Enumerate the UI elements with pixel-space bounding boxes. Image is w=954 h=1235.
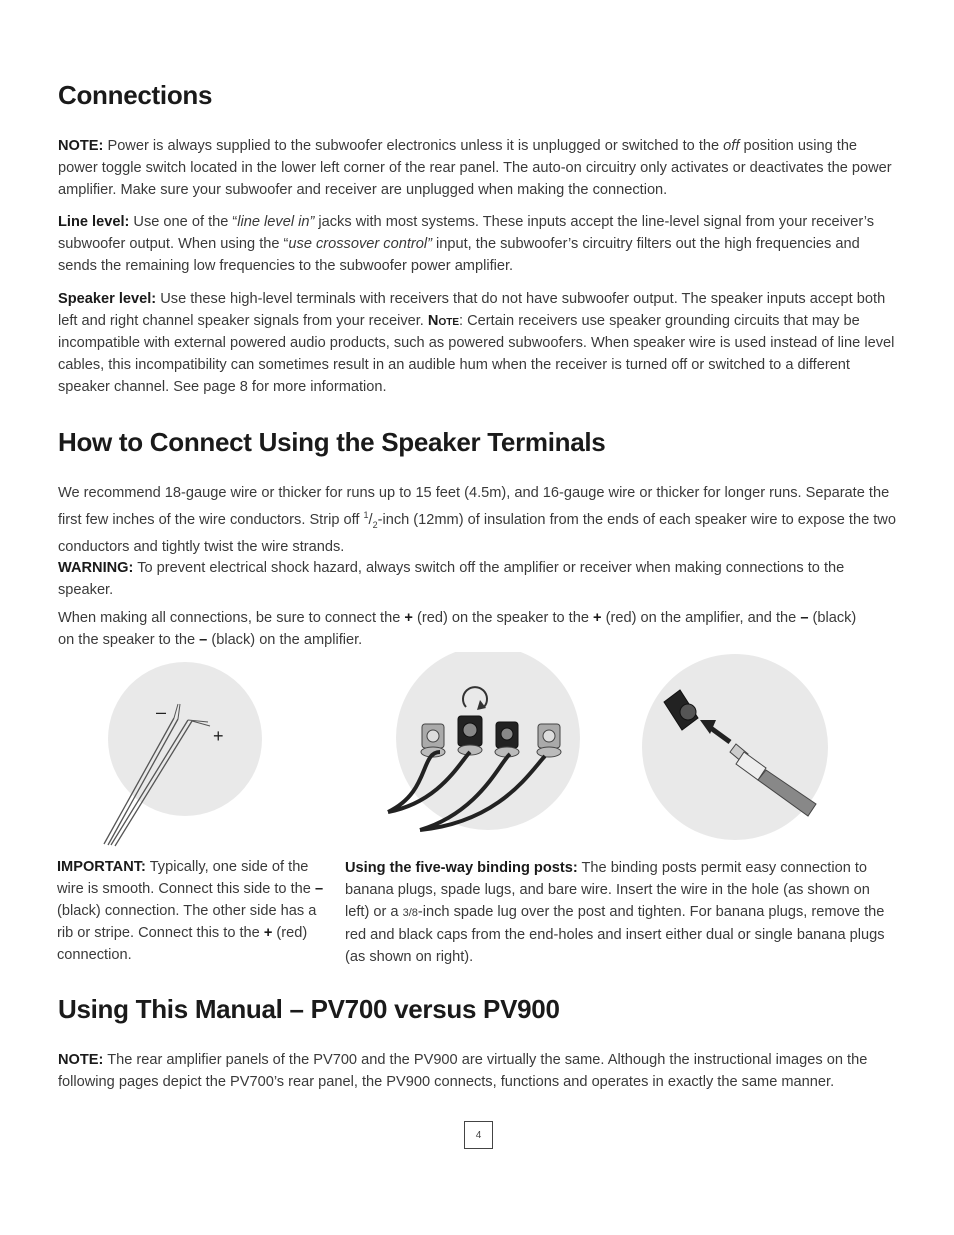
binding-post-2 [458, 716, 482, 755]
speaker-level-label: Speaker level: [58, 291, 157, 307]
note-label: NOTE: [58, 138, 104, 154]
important-label: IMPORTANT: [57, 859, 146, 875]
terminals-heading: How to Connect Using the Speaker Terminals [58, 427, 606, 457]
binding-posts-figure [380, 652, 600, 842]
wire-minus-label: – [156, 702, 167, 722]
binding-posts-label: Using the five-way binding posts: [345, 860, 578, 876]
binding-post-4 [537, 724, 561, 757]
polarity-paragraph: When making all connections, be sure to connect the + (red) on the speaker to the + (red) on the amplifier, and the – (black) on the speaker to the – (black) on the amplifier. [58, 610, 857, 648]
binding-posts-caption: Using the five-way binding posts: The binding posts permit easy connection to banana plugs, spade lugs, and bare wire. Insert the wire in the hole (as shown on left) or a 3/8-inch spade lug over the post and tighten. For banana plugs, remove the red and black caps from the end-holes and insert either dual or single banana plugs (as shown on right). [345, 860, 885, 965]
manual-note-paragraph: NOTE: The rear amplifier panels of the PV700 and the PV900 are virtually the same. Although the instructional images on the following pages depict the PV700’s rear panel, the PV900 connects, functions and operates in exactly the same manner. [58, 1052, 868, 1090]
manual-note-label: NOTE: [58, 1052, 104, 1068]
manual-heading: Using This Manual – PV700 versus PV900 [58, 994, 560, 1024]
connections-heading: Connections [58, 80, 213, 110]
wire-plus-label: + [213, 726, 224, 746]
wire-figure-background [108, 662, 262, 816]
warning-paragraph: WARNING: To prevent electrical shock hazard, always switch off the amplifier or receiver when making connections to the speaker. [58, 560, 845, 598]
warning-label: WARNING: [58, 560, 134, 576]
important-caption: IMPORTANT: Typically, one side of the wire is smooth. Connect this side to the – (black) connection. The other side has a rib or stripe. Connect this to the + (red) connection. [57, 859, 324, 963]
connections-note-paragraph: NOTE: Power is always supplied to the subwoofer electronics unless it is unplugged or switched to the off position using the power toggle switch located in the lower left corner of the rear panel. The auto-on circuitry only activates or deactivates the power amplifier. Make sure your subwoofer and receiver are unplugged when making the connection. [58, 138, 892, 198]
speaker-level-paragraph: Speaker level: Use these high-level terminals with receivers that do not have subwoofer output. The speaker inputs accept both left and right channel speaker signals from your receiver. Note: Certain receivers use speaker grounding circuits that may be incompatible with external powered audio products, such as powered subwoofers. When speaker wire is used instead of line level cables, this incompatibility can sometimes result in an audible hum when the receiver is turned off or switched to a different speaker channel. See page 8 for more information. [58, 291, 895, 395]
line-level-label: Line level: [58, 214, 130, 230]
banana-plug-figure [636, 654, 836, 844]
speaker-wire-figure [96, 662, 276, 852]
binding-post-3 [495, 722, 519, 757]
line-level-paragraph: Line level: Use one of the “line level in” jacks with most systems. These inputs accept the line-level signal from your receiver’s subwoofer output. When using the “use crossover control” input, the subwoofer’s circuitry filters out the high frequencies and sends the remaining low frequencies to the subwoofer power amplifier. [58, 214, 874, 274]
terminals-gauge-paragraph: We recommend 18-gauge wire or thicker for runs up to 15 feet (4.5m), and 16-gauge wire or thicker for longer runs. Separate the first few inches of the wire conductors. Strip off $^1/_2$-inch (12mm) of insulation from the ends of each speaker wire to expose the two conductors and tightly twist the wire strands. [58, 485, 896, 555]
page-number: 4 [464, 1121, 493, 1149]
